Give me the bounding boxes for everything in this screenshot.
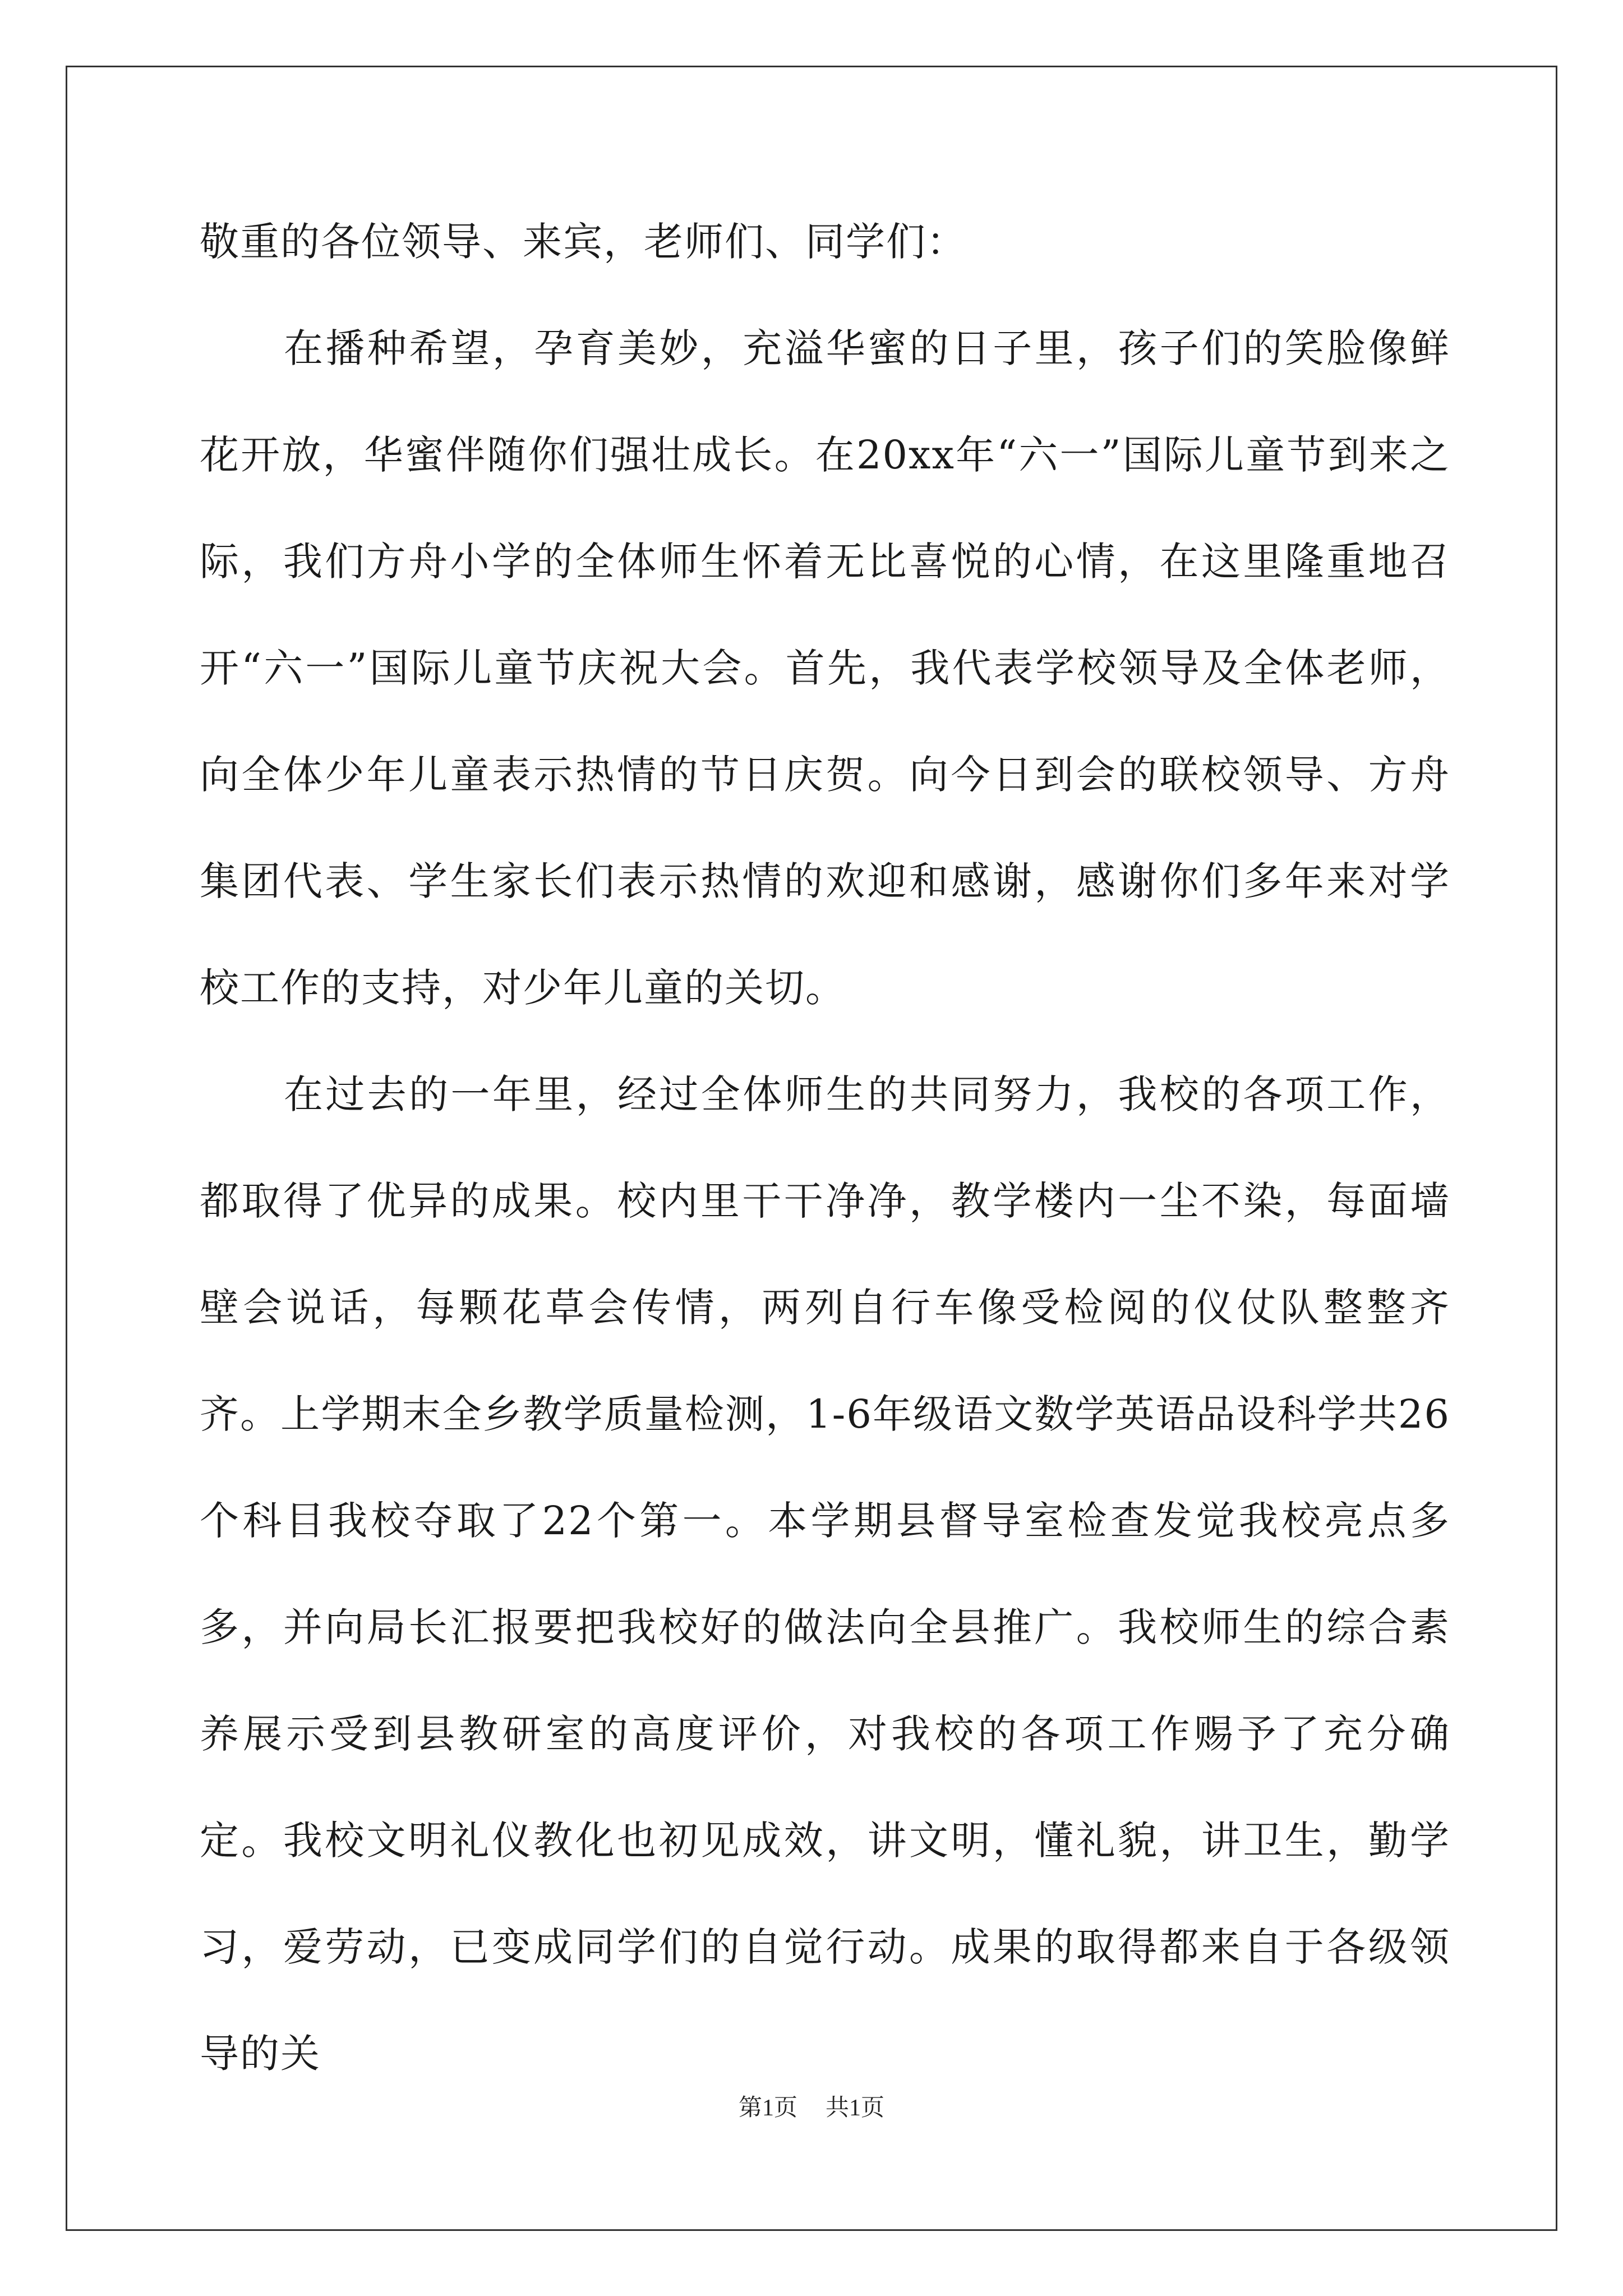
page-number: 第1页 — [738, 2095, 797, 2121]
paragraph-2: 在过去的一年里，经过全体师生的共同努力，我校的各项工作，都取得了优异的成果。校内里干干净净，教学楼内一尘不染，每面墙壁会说话，每颗花草会传情，两列自行车像受检阅的仪仗队整整齐齐。上学期末全乡教学质量检测，1-6年级语文数学英语品设科学共26个科目我校夺取了22个第一。本学期县督导室检查发觉我校亮点多多，并向局长汇报要把我校好的做法向全县推广。我校师生的综合素养展示受到县教研室的高度评价，对我校的各项工作赐予了充分确定。我校文明礼仪教化也初见成效，讲文明，懂礼貌，讲卫生，勤学习，爱劳动，已变成同学们的自觉行动。成果的取得都来自于各级领导的关 — [200, 1071, 1450, 2077]
document-body — [200, 188, 1450, 2107]
salutation: 敬重的各位领导、来宾，老师们、同学们： — [200, 219, 967, 265]
paragraph-1: 在播种希望，孕育美妙，充溢华蜜的日子里，孩子们的笑脸像鲜花开放，华蜜伴随你们强壮成长。在20xx年“六一”国际儿童节到来之际，我们方舟小学的全体师生怀着无比喜悦的心情，在这里隆重地召开“六一”国际儿童节庆祝大会。首先，我代表学校领导及全体老师，向全体少年儿童表示热情的节日庆贺。向今日到会的联校领导、方舟集团代表、学生家长们表示热情的欢迎和感谢，感谢你们多年来对学校工作的支持，对少年儿童的关切。 — [200, 325, 1450, 1011]
page-total: 共1页 — [826, 2095, 885, 2121]
page-footer — [0, 2091, 1623, 2125]
